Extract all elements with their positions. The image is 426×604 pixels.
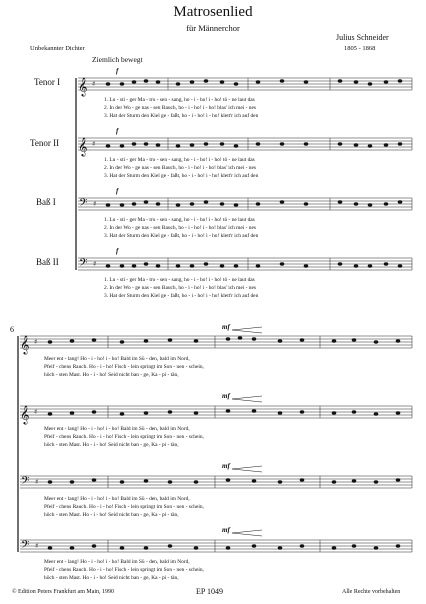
- lyric-line-1: Meer ent - lang! Ho - i - ho! i - ho! Bald im Sü - den, bald im Nord,: [44, 426, 190, 432]
- svg-text:♯: ♯: [35, 542, 39, 550]
- dynamic-mark: f: [116, 127, 119, 135]
- lyric-line-1: Meer ent - lang! Ho - i - ho! i - ho! Bald im Sü - den, bald im Nord,: [44, 356, 190, 362]
- lyric-verse-1: 1. Lu - sti - ger Ma - tro - sen - sang, ho - i - ho! i - ho! tö - ne laut das: [104, 217, 255, 223]
- page-title: Matrosenlied: [173, 4, 253, 20]
- treble-clef-icon: 𝄞: [20, 405, 30, 424]
- treble-clef-icon: 𝄞: [20, 335, 30, 354]
- bass-clef-icon: 𝄢: [21, 475, 30, 490]
- lyric-line-2: Pfeif - chens Rauch. Ho - i - ho! Fisch - lein springt im Son - nen - schein,: [44, 567, 204, 573]
- lyric-verse-1: 1. Lu - sti - ger Ma - tro - sen - sang, ho - i - ho! i - ho! tö - ne laut das: [104, 97, 255, 103]
- lyric-line-1: Meer ent - lang! Ho - i - ho! i - ho! Bald im Sü - den, bald im Nord,: [44, 496, 190, 502]
- page-subtitle: für Männerchor: [186, 23, 240, 33]
- lyric-verse-2: 2. In der Wo - ge nas - sen Bauch, ho - i - ho! i - ho! blas' ich mei - nes: [104, 285, 256, 291]
- lyric-verse-2: 2. In der Wo - ge nas - sen Bauch, ho - i - ho! i - ho! blas' ich mei - nes: [104, 105, 256, 111]
- composer-dates: 1805 - 1868: [344, 45, 376, 52]
- edition-number: EP 1049: [196, 587, 224, 596]
- bass-clef-icon: 𝄢: [79, 197, 88, 212]
- svg-text:♯: ♯: [93, 260, 97, 268]
- crescendo-marks: [232, 327, 262, 536]
- lyric-line-3: höch - sten Mast. Ho - i - ho! Seid nicht ban - ge, Ka - pi - tän,: [44, 372, 179, 378]
- copyright-notice: © Edition Peters Frankfurt am Main, 1990: [12, 589, 115, 595]
- lyric-verse-2: 2. In der Wo - ge nas - sen Bauch, ho - i - ho! i - ho! blas' ich mei - nes: [104, 165, 256, 171]
- lyric-line-3: höch - sten Mast. Ho - i - ho! Seid nicht ban - ge, Ka - pi - tän,: [44, 512, 179, 518]
- svg-text:♯: ♯: [34, 408, 38, 416]
- treble-clef-icon: 𝄞: [78, 77, 88, 96]
- lyricist: Unbekannter Dichter: [30, 45, 85, 52]
- lyric-line-3: höch - sten Mast. Ho - i - ho! Seid nicht ban - ge, Ka - pi - tän,: [44, 442, 179, 448]
- dynamic-mark: mf: [222, 392, 230, 400]
- dynamic-mark: f: [116, 247, 119, 255]
- lyric-line-2: Pfeif - chens Rauch. Ho - i - ho! Fisch - lein springt im Son - nen - schein,: [44, 434, 204, 440]
- dynamic-mark: mf: [222, 462, 230, 470]
- part-label-bass-2: Baß II: [36, 257, 59, 267]
- lyric-line-1: Meer ent - lang! Ho - i - ho! i - ho! Bald im Sü - den, bald im Nord,: [44, 559, 190, 565]
- svg-text:♯: ♯: [93, 200, 97, 208]
- system-1-clefs: [78, 77, 96, 272]
- part-label-tenor-1: Tenor I: [34, 77, 61, 87]
- lyric-verse-3: 3. Hat der Sturm den Kiel ge - faßt, ho - i - ho! i - ho! klett'r ich auf den: [104, 293, 259, 299]
- part-label-bass-1: Baß I: [36, 197, 56, 207]
- lyric-verse-1: 1. Lu - sti - ger Ma - tro - sen - sang, ho - i - ho! i - ho! tö - ne laut das: [104, 277, 255, 283]
- measure-number: 6: [10, 325, 14, 334]
- dynamic-mark: f: [116, 67, 119, 75]
- treble-clef-icon: 𝄞: [78, 137, 88, 156]
- part-label-tenor-2: Tenor II: [30, 138, 60, 148]
- svg-text:♯: ♯: [35, 478, 39, 486]
- dynamic-mark: mf: [222, 526, 230, 534]
- dynamic-mark: f: [116, 187, 119, 195]
- lyric-verse-3: 3. Hat der Sturm den Kiel ge - faßt, ho - i - ho! i - ho! klett'r ich auf den: [104, 233, 259, 239]
- system-2-lyrics: [44, 356, 205, 581]
- dynamic-mark: mf: [222, 323, 230, 331]
- lyric-line-2: Pfeif - chens Rauch. Ho - i - ho! Fisch - lein springt im Son - nen - schein,: [44, 504, 204, 510]
- bass-clef-icon: 𝄢: [21, 539, 30, 554]
- lyric-verse-1: 1. Lu - sti - ger Ma - tro - sen - sang, ho - i - ho! i - ho! tö - ne laut das: [104, 157, 255, 163]
- bass-clef-icon: 𝄢: [79, 257, 88, 272]
- system-2-clefs: [20, 335, 38, 554]
- lyric-line-3: höch - sten Mast. Ho - i - ho! Seid nicht ban - ge, Ka - pi - tän,: [44, 575, 179, 581]
- lyric-verse-2: 2. In der Wo - ge nas - sen Bauch, ho - i - ho! i - ho! blas' ich mei - nes: [104, 225, 256, 231]
- lyric-verse-3: 3. Hat der Sturm den Kiel ge - faßt, ho - i - ho! i - ho! klett'r ich auf den: [104, 113, 259, 119]
- tempo-marking: Ziemlich bewegt: [92, 55, 143, 64]
- svg-text:♯: ♯: [92, 80, 96, 88]
- composer: Julius Schneider: [336, 33, 389, 42]
- lyric-verse-3: 3. Hat der Sturm den Kiel ge - faßt, ho - i - ho! i - ho! klett'r ich auf den: [104, 173, 259, 179]
- svg-text:♯: ♯: [92, 140, 96, 148]
- rights-notice: Alle Rechte vorbehalten: [342, 589, 401, 595]
- svg-text:♯: ♯: [34, 338, 38, 346]
- lyric-line-2: Pfeif - chens Rauch. Ho - i - ho! Fisch - lein springt im Son - nen - schein,: [44, 364, 204, 370]
